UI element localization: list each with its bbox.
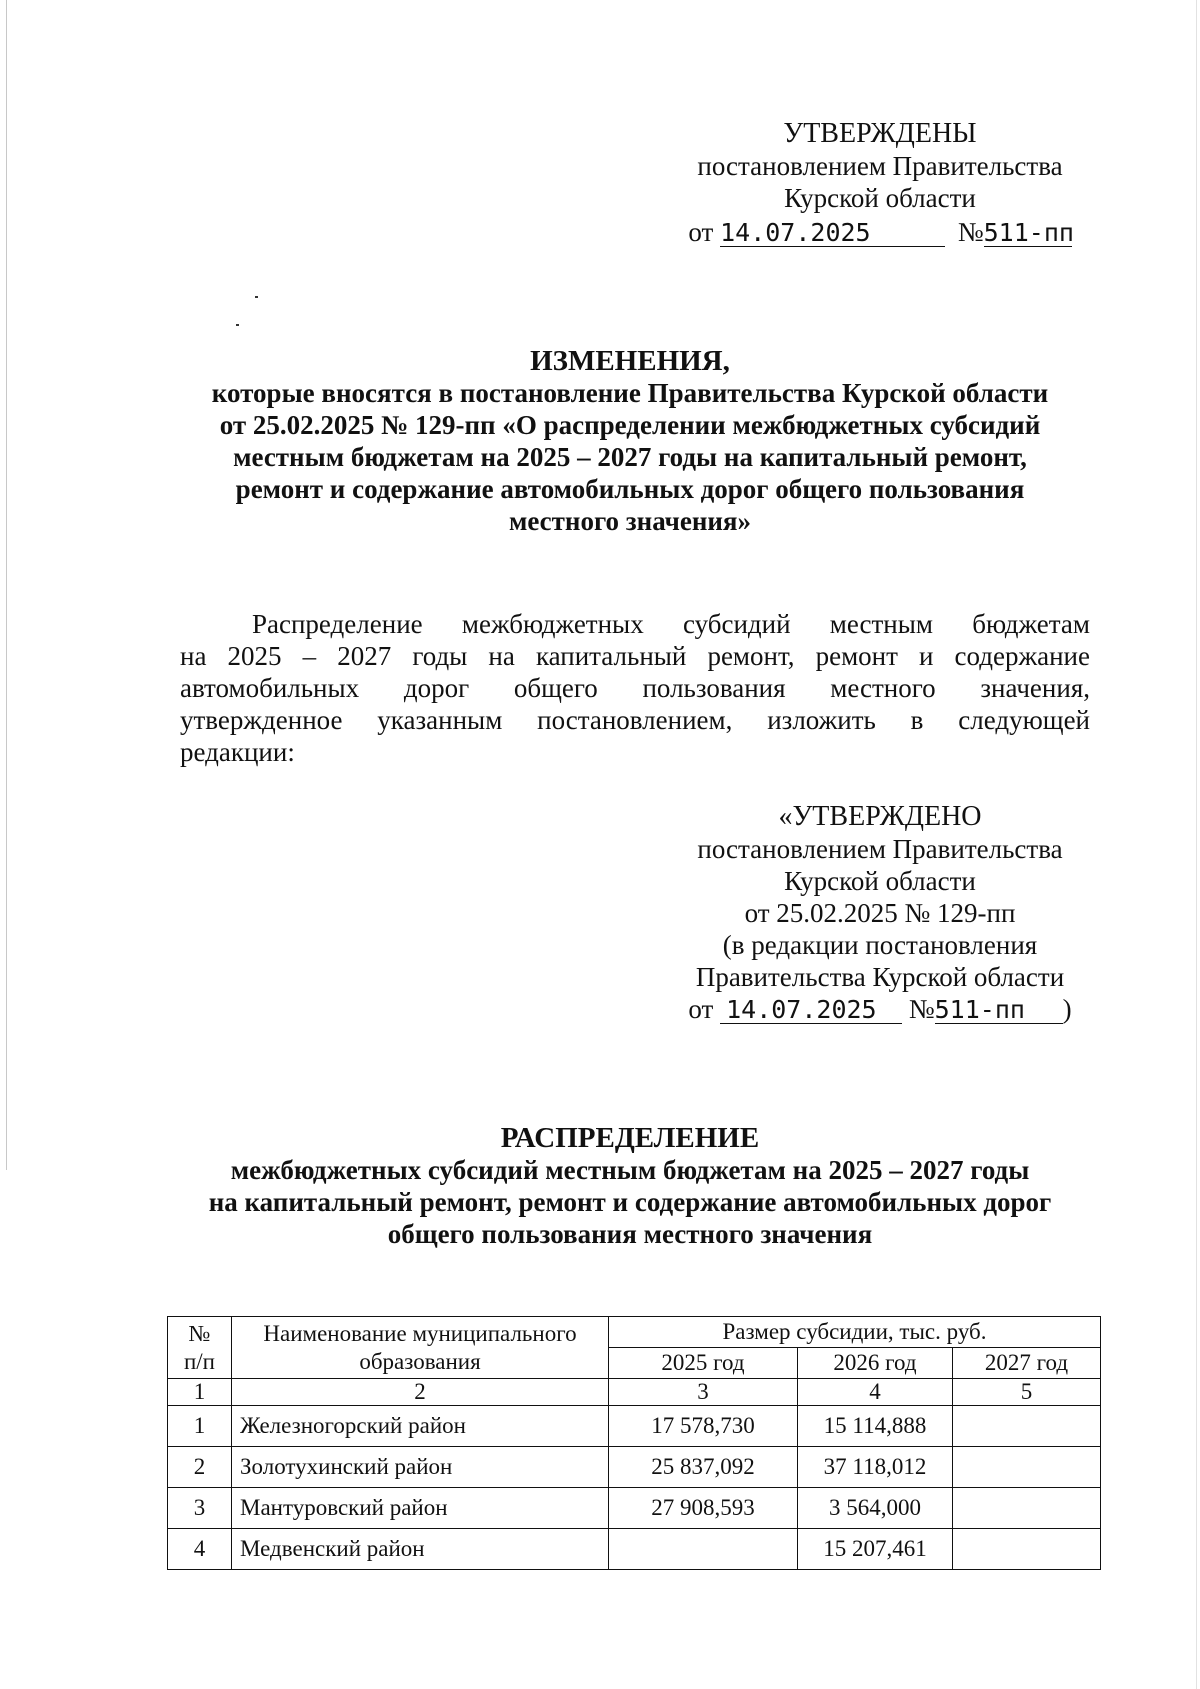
approval-title: УТВЕРЖДЕНЫ [783, 118, 977, 149]
approval-date-line: от 14.07.2025 №511-пп ) [688, 994, 1072, 1024]
body-paragraph: Распределение межбюджетных субсидий местным бюджетам на 2025 – 2027 годы на капитальный ремонт, ремонт и содержание автомобильных дорог общего пользования местного значения, утвержденное указанным постановлением, изложить в следующей редакции: [180, 609, 1090, 767]
changes-heading: ИЗМЕНЕНИЯ, [530, 345, 730, 377]
approval-header [680, 118, 1080, 248]
changes-subtitle-line: от 25.02.2025 № 129-пп «О распределении межбюджетных субсидий [219, 410, 1041, 440]
table-row: 2 Золотухинский район 25 837,092 37 118,012 [168, 1447, 1101, 1488]
scan-edge-line [1196, 0, 1197, 1689]
table-row: 4 Медвенский район 15 207,461 [168, 1529, 1101, 1570]
scan-speck [236, 324, 239, 326]
approval-line: постановлением Правительства [697, 151, 1063, 181]
changes-subtitle-line: которые вносятся в постановление Правительства Курской области [211, 378, 1049, 408]
header-num: № п/п [168, 1317, 232, 1379]
scan-edge-line [6, 0, 7, 1170]
changes-title [170, 345, 1090, 537]
approval-date: 14.07.2025 [720, 218, 871, 247]
header-name: Наименование муниципального образования [232, 1317, 609, 1379]
approval-number: 511-пп [934, 995, 1025, 1024]
header-amount-group: Размер субсидии, тыс. руб. [609, 1317, 1101, 1348]
approval-date: 14.07.2025 [726, 995, 877, 1024]
scan-speck [255, 296, 258, 298]
approval-number: 511-пп [983, 218, 1074, 247]
table-row: 1 Железногорский район 17 578,730 15 114,888 [168, 1406, 1101, 1447]
changes-subtitle-line: местным бюджетам на 2025 – 2027 годы на капитальный ремонт, [233, 442, 1027, 472]
changes-subtitle-line: местного значения» [508, 506, 752, 536]
distribution-title: РАСПРЕДЕЛЕНИЕ межбюджетных субсидий местным бюджетам на 2025 – 2027 годы на капитальный ремонт, ремонт и содержание автомобильных дорог общего пользования местного значения [170, 1122, 1090, 1250]
table-row: 3 Мантуровский район 27 908,593 3 564,000 [168, 1488, 1101, 1529]
table-header-row [168, 1317, 1101, 1348]
distribution-table [167, 1316, 1101, 1570]
approval-block-amended: «УТВЕРЖДЕНО постановлением Правительства Курской области от 25.02.2025 № 129-пп (в редакции постановления Правительства Курской области от 14.07.2025 №511-пп ) [680, 801, 1080, 1025]
changes-subtitle-line: ремонт и содержание автомобильных дорог общего пользования [235, 474, 1025, 504]
approval-line: Курской области [784, 183, 976, 213]
header-2027: 2027 год [953, 1348, 1101, 1379]
table-column-numbers-row: 1 2 3 4 5 [168, 1379, 1101, 1406]
distribution-heading: РАСПРЕДЕЛЕНИЕ [500, 1122, 760, 1154]
approval-title: «УТВЕРЖДЕНО [778, 801, 982, 832]
header-2025: 2025 год [609, 1348, 798, 1379]
approval-date-line: от 14.07.2025 №511-пп [688, 217, 1074, 247]
header-2026: 2026 год [798, 1348, 953, 1379]
